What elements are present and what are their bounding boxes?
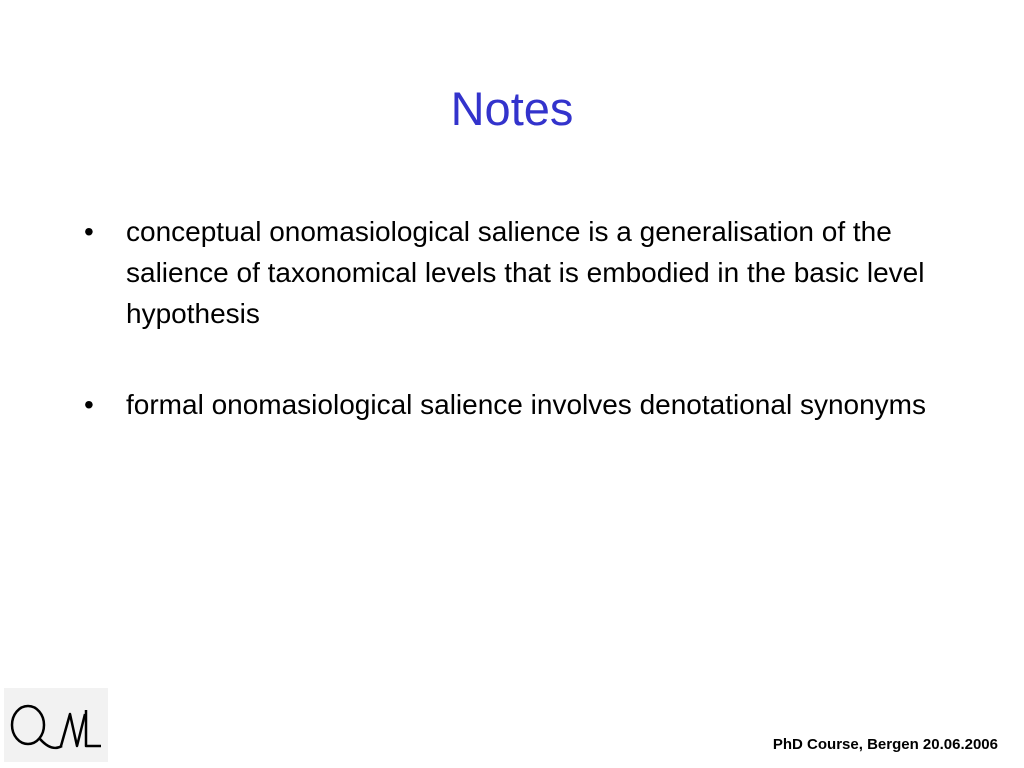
qlvl-logo-icon [4,688,108,762]
bullet-item [84,211,944,334]
bullet-marker: • [84,389,94,420]
bullet-list [84,211,944,425]
footer-text: PhD Course, Bergen 20.06.2006 [772,736,998,753]
bullet-item [84,384,944,425]
bullet-text: formal onomasiological salience involves denotational synonyms [126,389,926,420]
bullet-text: conceptual onomasiological salience is a generalisation of the salience of taxonomical levels that is embodied in the basic level hypothesis [126,216,925,329]
slide-title: Notes [450,82,574,135]
bullet-marker: • [84,216,94,247]
